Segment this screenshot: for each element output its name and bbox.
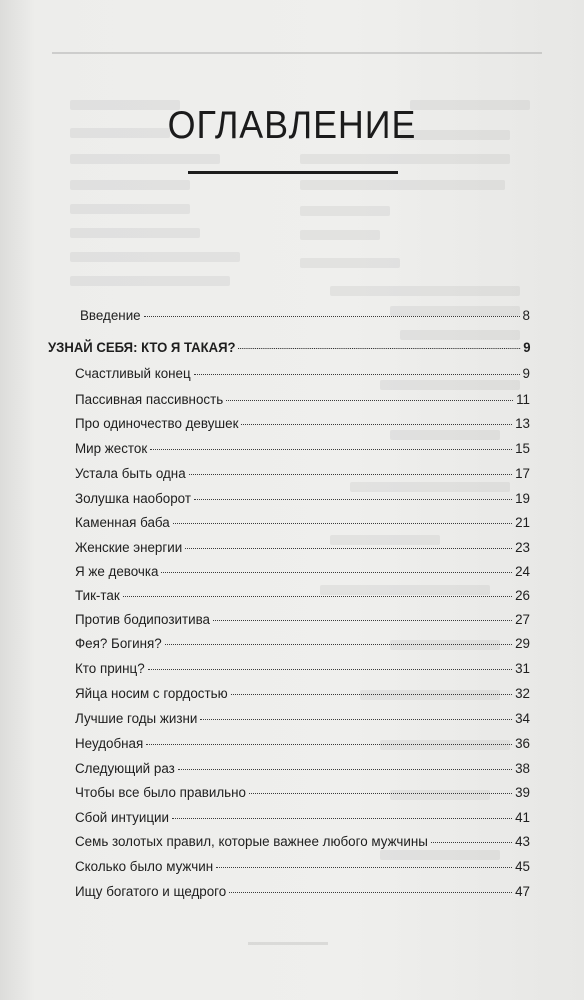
toc-entry[interactable] (75, 464, 530, 484)
toc-entry[interactable] (75, 734, 530, 754)
toc-entry-title: Неудобная (75, 736, 144, 751)
toc-entry-page: 31 (515, 661, 530, 676)
toc-entry-page: 32 (515, 686, 530, 701)
toc-entry-page: 45 (515, 859, 530, 874)
toc-entry[interactable] (75, 857, 530, 877)
toc-entry-page: 11 (516, 392, 530, 407)
toc-entry[interactable] (75, 808, 530, 828)
toc-entry[interactable] (75, 759, 530, 779)
toc-leader-dots (173, 523, 512, 524)
page-title: ОГЛАВЛЕНИЕ (167, 104, 417, 147)
toc-entry[interactable] (75, 414, 530, 434)
toc-entry[interactable] (75, 489, 530, 509)
toc-leader-dots (216, 867, 512, 868)
toc-entry-title: Женские энергии (75, 540, 183, 555)
toc-entry-page: 15 (515, 441, 530, 456)
toc-entry-intro[interactable] (80, 306, 530, 326)
toc-entry-page: 29 (515, 636, 530, 651)
toc-entry[interactable] (75, 562, 530, 582)
toc-entry-title: Мир жесток (75, 441, 148, 456)
toc-entry-title: Кто принц? (75, 661, 145, 676)
toc-leader-dots (238, 348, 520, 349)
toc-leader-dots (144, 316, 520, 317)
toc-entry-title: Против бодипозитива (75, 612, 210, 627)
toc-entry-page: 47 (515, 884, 530, 899)
toc-entry-page: 24 (515, 564, 530, 579)
toc-entry-title: Семь золотых правил, которые важнее любого мужчины (75, 834, 428, 849)
toc-entry[interactable] (75, 610, 530, 630)
toc-entry-page: 39 (515, 785, 530, 800)
toc-entry[interactable] (75, 882, 530, 902)
toc-entry[interactable] (75, 709, 530, 729)
toc-entry-title: Счастливый конец (75, 366, 191, 381)
toc-leader-dots (194, 499, 512, 500)
toc-entry-title: Введение (80, 308, 141, 323)
toc-entry[interactable] (75, 783, 530, 803)
toc-leader-dots (431, 842, 512, 843)
toc-entry-title: Тик-так (75, 588, 120, 603)
toc-entry-page: 26 (515, 588, 530, 603)
toc-entry[interactable] (75, 538, 530, 558)
toc-entry[interactable] (75, 684, 530, 704)
toc-entry-page: 13 (515, 416, 530, 431)
toc-leader-dots (231, 694, 512, 695)
toc-entry-title: Про одиночество девушек (75, 416, 239, 431)
toc-entry[interactable] (75, 586, 530, 606)
toc-entry[interactable] (75, 364, 530, 384)
toc-leader-dots (226, 400, 513, 401)
toc-entry-page: 34 (515, 711, 530, 726)
toc-entry-title: Я же девочка (75, 564, 159, 579)
toc-entry-title: Яйца носим с гордостью (75, 686, 228, 701)
toc-leader-dots (241, 424, 512, 425)
toc-entry-title: Фея? Богиня? (75, 636, 162, 651)
toc-entry-title: Сколько было мужчин (75, 859, 214, 874)
toc-entry[interactable] (75, 439, 530, 459)
toc-entry[interactable] (75, 513, 530, 533)
toc-entry-page: 23 (515, 540, 530, 555)
toc-entry-page: 21 (515, 515, 530, 530)
toc-entry[interactable] (75, 659, 530, 679)
toc-section-title: УЗНАЙ СЕБЯ: КТО Я ТАКАЯ? (48, 340, 236, 355)
toc-entry-page: 43 (515, 834, 530, 849)
toc-section-page: 9 (523, 340, 531, 355)
bottom-mark (248, 942, 328, 945)
toc-entry-title: Золушка наоборот (75, 491, 191, 506)
toc-entry-title: Каменная баба (75, 515, 170, 530)
toc-leader-dots (194, 374, 520, 375)
toc-entry[interactable] (75, 832, 530, 852)
toc-entry-title: Следующий раз (75, 761, 175, 776)
toc-entry-title: Чтобы все было правильно (75, 785, 246, 800)
toc-entry[interactable] (75, 634, 530, 654)
toc-leader-dots (185, 548, 512, 549)
toc-entry-page: 36 (515, 736, 530, 751)
toc-entry-title: Устала быть одна (75, 466, 186, 481)
toc-leader-dots (146, 744, 512, 745)
toc-leader-dots (172, 818, 512, 819)
toc-entry-page: 9 (522, 366, 530, 381)
toc-entry-page: 41 (515, 810, 530, 825)
toc-leader-dots (123, 596, 512, 597)
toc-leader-dots (150, 449, 512, 450)
toc-leader-dots (148, 669, 512, 670)
toc-entry[interactable] (75, 390, 530, 410)
toc-leader-dots (200, 719, 512, 720)
toc-entry-page: 17 (515, 466, 530, 481)
toc-entry-title: Ищу богатого и щедрого (75, 884, 227, 899)
toc-leader-dots (161, 572, 512, 573)
toc-leader-dots (213, 620, 512, 621)
toc-entry-title: Лучшие годы жизни (75, 711, 198, 726)
toc-entry-title: Пассивная пассивность (75, 392, 224, 407)
toc-entry-page: 27 (515, 612, 530, 627)
toc-entry-page: 8 (522, 308, 530, 323)
toc-entry-title: Сбой интуиции (75, 810, 169, 825)
toc-leader-dots (229, 892, 512, 893)
toc-leader-dots (178, 769, 512, 770)
toc-entry-page: 19 (515, 491, 530, 506)
toc-leader-dots (165, 644, 512, 645)
toc-entry-page: 38 (515, 761, 530, 776)
toc-section-heading[interactable] (48, 338, 531, 358)
toc-leader-dots (189, 474, 512, 475)
toc-leader-dots (249, 793, 512, 794)
